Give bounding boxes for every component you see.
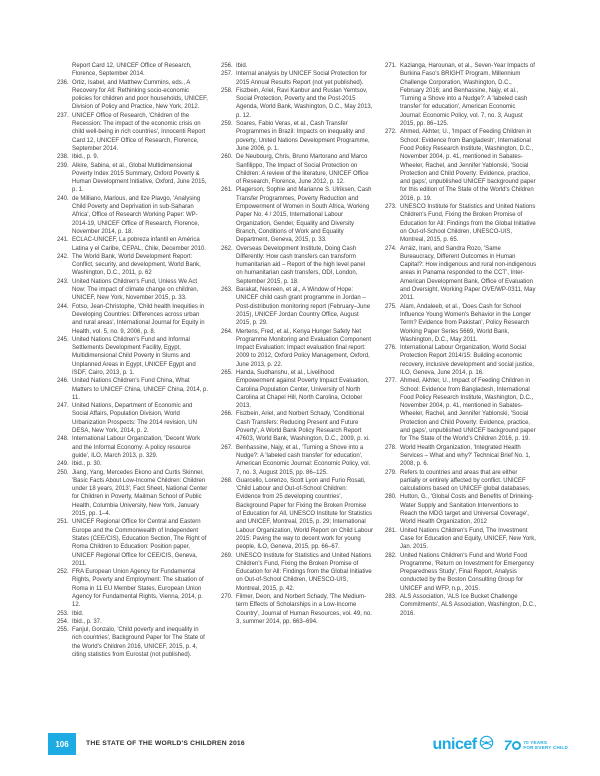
reference-text: Filmer, Deon, and Norbert Schady, 'The Medium-term Effects of Scholarships in a Low-Income Country', Journal of Human Resources, vol. 49, no. 3, summer 2014, pp. 663–694. — [236, 594, 372, 625]
reference-number: 259. — [221, 121, 233, 128]
tagline-line-1: 70 YEARS — [523, 739, 548, 745]
70-glyph: 7 — [504, 737, 522, 753]
reference-entry — [385, 469, 537, 494]
reference-text: Fanjul, Gonzalo, 'Child poverty and inequality in rich countries', Background Paper for The State of the World's Children 2016, UNICEF, 2015, p. 4, citing statistics from Eurostat (not published). — [72, 627, 205, 659]
reference-text: UNICEF Office of Research, 'Children of the Recession: The impact of the economic crisis on child well-being in rich countries', Innocenti Report Card 12, UNICEF Office of Research, Florence, September 2014. — [72, 112, 206, 152]
unicef-logo — [432, 735, 493, 755]
reference-text: International Labour Organization, 'Decent Work and the Informal Economy: A policy resource guide', ILO, March 2013, p. 329. — [72, 436, 201, 459]
reference-entry — [385, 62, 537, 128]
reference-text: Fiszbein, Ariel, and Norbert Schady, 'Conditional Cash Transfers: Reducing Present and Future Poverty', A World Bank Policy Research Report 47603, World Bank, Washington, D.C., 2009, p. xi. — [236, 411, 370, 443]
reference-entry — [57, 79, 209, 112]
reference-text: Fotso, Jean-Christophe, 'Child health Inequities in Developing Countries: Differences across urban and rural areas', International Journal for Equity in Health, vol. 5, no. 9, 2006, p. 8. — [72, 303, 205, 335]
reference-text: Alam, Andaleeb, et al., 'Does Cash for School Influence Young Women's Behavior in the Longer Term? Evidence from Pakistan', Policy Research Working Paper Series 5669, World Bank, Washington, D.C., May 2011. — [400, 303, 532, 343]
reference-entry — [57, 62, 209, 79]
reference-number: 262. — [221, 245, 233, 252]
references-section — [57, 62, 537, 659]
unicef-wordmark: unicef — [432, 736, 477, 753]
reference-text: United Nations Children's Fund China, What Matters to UNICEF China, UNICEF China, 2014, p. 11. — [72, 378, 209, 401]
reference-entry — [221, 552, 373, 593]
reference-text: UNESCO Institute for Statistics and United Nations Children's Fund, Fixing the Broken Promise of Education for All: Findings from the Global Initiative on Out-of-School Children, UNESCO-UIS, Montreal, 2015, p. 42. — [236, 552, 372, 592]
reference-entry — [57, 377, 209, 402]
reference-text: Ibid. — [72, 610, 84, 617]
reference-number: 261. — [221, 187, 233, 194]
reference-entry — [57, 435, 209, 460]
reference-number: 264. — [221, 328, 233, 335]
reference-text: De Neubourg, Chris, Bruno Martorano and Marco Sanfilippo, The Impact of Social Protection on Children: A review of the literature, UNICEF Office of Research, Florence, June 2012, p. 12. — [236, 154, 369, 186]
reference-entry — [57, 402, 209, 435]
reference-number: 268. — [221, 477, 233, 484]
reference-entry — [385, 377, 537, 443]
reference-entry — [57, 112, 209, 153]
page-number-badge: 106 — [48, 733, 76, 755]
reference-number: 248. — [57, 436, 69, 443]
reference-number: 276. — [385, 345, 397, 352]
reference-entry — [57, 195, 209, 236]
reference-number: 263. — [221, 287, 233, 294]
references-column-3 — [385, 62, 537, 659]
reference-number: 242. — [57, 253, 69, 260]
reference-entry — [57, 460, 209, 468]
reference-entry — [57, 278, 209, 303]
reference-entry — [221, 120, 373, 153]
reference-entry — [221, 328, 373, 369]
reference-entry — [385, 128, 537, 203]
reference-entry — [385, 303, 537, 344]
reference-text: de Milliano, Marlous, and Ilze Plavgo, 'Analysing Child Poverty and Deprivation in sub-Saharan Africa', Office of Research Working Paper: WP-2014-19, UNICEF Office of Research, Florence, November 2014, p. 18. — [72, 195, 201, 235]
reference-number: 239. — [57, 162, 69, 169]
references-column-2 — [221, 62, 373, 659]
reference-entry — [57, 303, 209, 336]
reference-number: 255. — [57, 627, 69, 634]
reference-text: Ahmed, Akhter, U., 'Impact of Feeding Children in School: Evidence from Bangladesh', International Food Policy Research Institute, Washington, D.C., November 2004, p. 41, mentioned in Sabates-Wheeler, Rachel, and Jennifer Yablonski, 'Social Protection and Child Poverty: Evidence, practice, and gaps', unpublished UNICEF background paper for this edition of The State of the World's Children 2016, p. 19. — [400, 129, 536, 202]
reference-text: Internal analysis by UNICEF Social Protection for 2015 Annual Results Report (not yet published). — [236, 71, 367, 86]
reference-number: 256. — [221, 63, 233, 69]
reference-entry — [221, 477, 373, 552]
reference-entry — [57, 469, 209, 519]
reference-text: FRA European Union Agency for Fundamental Rights, Poverty and Employment: The situation of Roma in 11 EU Member States, European Union Agency for Fundamental Rights, Vienna, 2014, p. 12. — [72, 569, 204, 609]
reference-text: Guarcello, Lorenzo, Scott Lyon and Furio Rosati, 'Child Labour and Out-of-School Children: Evidence from 25 developing countries', Background Paper for Fixing the Broken Promise of Education for All, UNESCO Institute for Statistics and UNICEF, Montreal, 2015, p. 29; International Labour Organization, World Report on Child Labour 2015: Paving the way to decent work for young people, ILO, Geneva, 2015, pp. 66–67. — [236, 477, 373, 551]
reference-text: Plagerson, Sophie and Marianne S. Ulriksen, Cash Transfer Programmes, Poverty Reduction and Empowerment of Women in South Africa, Working Paper No. 4 / 2015, International Labour Organization, Gender, Equality and Diversity Branch, Conditions of Work and Equality Department, Geneva, 2015, p. 33. — [236, 187, 372, 244]
reference-text: Report Card 12, UNICEF Office of Research, Florence, September 2014. — [72, 63, 192, 78]
reference-number: 245. — [57, 336, 69, 343]
reference-text: Handa, Sudhanshu, et al., Livelihood Empowerment against Poverty Impact Evaluation, Carolina Population Center, University of North Carolina at Chapel Hill, North Carolina, October 2013. — [236, 369, 369, 410]
reference-number: 251. — [57, 519, 69, 526]
reference-text: Benhassine, Najy, et al., 'Turning a Shove into a Nudge?: A 'labeled cash transfer' for education', American Economic Journal: Economic Policy, vol. 7, no. 3, August 2015, pp. 86–125. — [236, 444, 371, 476]
reference-number: 260. — [221, 154, 233, 161]
reference-entry — [385, 552, 537, 593]
reference-text: Ibid. — [236, 63, 248, 69]
reference-entry — [57, 518, 209, 568]
reference-number: 282. — [385, 552, 397, 559]
reference-text: UNESCO Institute for Statistics and United Nations Children's Fund, Fixing the Broken Promise of Education for All: Findings from the Global Initiative on Out-of-School Children, UNESCO-UIS, Montreal, 2015, p. 65. — [400, 204, 536, 244]
reference-text: Kazianga, Harounan, et al., Seven-Year Impacts of Burkina Faso's BRIGHT Program, Millennium Challenge Corporation, Washington, D.C., February 2016; and Benhassine, Najy, et al., 'Turning a Shove into a Nudge?: A 'labeled cash transfer' for education', American Economic Journal: Economic Policy, vol. 7, no. 3, August 2015, pp. 86–125. — [400, 63, 535, 128]
reference-entry — [221, 369, 373, 410]
reference-number: 246. — [57, 378, 69, 385]
tagline-line-2: FOR EVERY CHILD — [523, 745, 568, 750]
reference-text: ALS Association, 'ALS Ice Bucket Challenge Commitments', ALS Association, Washington, D.C., 2016. — [400, 594, 537, 617]
reference-entry — [57, 253, 209, 278]
reference-entry — [221, 286, 373, 327]
reference-number: 283. — [385, 594, 397, 600]
reference-number: 271. — [385, 63, 397, 69]
reference-text: Ibid., p. 30. — [72, 461, 102, 468]
reference-number: 278. — [385, 444, 397, 451]
reference-text: Fiszbein, Ariel, Ravi Kanbur and Ruslan Yemtsov, Social Protection, Poverty and the Post-2015 Agenda, World Bank, Washington, D.C., May 2013, p. 12. — [236, 87, 373, 119]
reference-number: 265. — [221, 369, 233, 376]
reference-entry — [57, 162, 209, 195]
page-footer — [0, 732, 600, 758]
reference-text: Ibid., p. 9. — [72, 154, 99, 161]
reference-number: 250. — [57, 469, 69, 476]
reference-entry — [57, 568, 209, 609]
reference-number: 243. — [57, 278, 69, 285]
reference-entry — [221, 593, 373, 626]
reference-number: 269. — [221, 552, 233, 559]
reference-entry — [385, 245, 537, 303]
reference-text: Ibid., p. 37. — [72, 618, 102, 625]
reference-number: 236. — [57, 79, 69, 86]
reference-entry — [221, 186, 373, 244]
reference-entry — [57, 610, 209, 618]
reference-text: UNICEF Regional Office for Central and Eastern Europe and the Commonwealth of Independent States (CEE/CIS), Education Section, The Right of Roma Children to Education: Position paper, UNICEF Regional Office for CEE/CIS, Geneva, 2011. — [72, 519, 207, 567]
reference-entry — [221, 62, 373, 70]
reference-number: 257. — [221, 71, 233, 78]
anniversary-tagline — [523, 740, 568, 751]
reference-entry — [57, 153, 209, 161]
reference-text: United Nations Children's Fund, The Investment Case for Education and Equity, UNICEF, New York, Jan. 2015. — [400, 527, 536, 551]
reference-entry — [385, 493, 537, 526]
reference-text: United Nations, Department of Economic and Social Affairs, Population Division, World Urbanization Prospects: The 2014 revision, UN DESA, New York, 2014, p. 2. — [72, 403, 197, 435]
reference-number: 237. — [57, 112, 69, 119]
reference-text: Ortiz, Isabel, and Matthew Cummins, eds., A Recovery for All: Rethinking socio-economic policies for children and poor households, UNICEF, Division of Policy and Practice, New York, 2012. — [72, 79, 208, 111]
reference-number: 281. — [385, 527, 397, 534]
footer-title: THE STATE OF THE WORLD'S CHILDREN 2016 — [86, 740, 245, 747]
reference-entry — [57, 626, 209, 659]
reference-number: 279. — [385, 469, 397, 476]
reference-entry — [385, 444, 537, 469]
reference-number: 252. — [57, 569, 69, 576]
reference-number: 253. — [57, 610, 69, 617]
reference-text: Soares, Fabio Veras, et al., Cash Transfer Programmes in Brazil: Impacts on inequality and poverty, United Nations Development Programme, June 2006, p. 1. — [236, 121, 370, 152]
reference-text: United Nations Children's Fund, Unless We Act Now: The impact of climate change on children, UNICEF, New York, November 2015, p. 33. — [72, 278, 199, 302]
reference-text: United Nations Children's Fund and Informal Settlements Development Facility, Egypt, Multidimensional Child Poverty in Slums and Unplanned Areas in Egypt, UNICEF Egypt and ISDF, Cairo, 2013, p. 1. — [72, 336, 196, 376]
reference-text: Barakat, Nesreen, et al., A Window of Hope: UNICEF child cash grant programme in Jordan – Post-distribution monitoring report (February–June 2015), UNICEF Jordan Country Office, August 2015, p. 29. — [236, 287, 371, 327]
reference-entry — [221, 153, 373, 186]
references-column-1 — [57, 62, 209, 659]
reference-number: 277. — [385, 378, 397, 385]
reference-entry — [57, 618, 209, 626]
footer-logos — [432, 732, 568, 758]
reference-number: 249. — [57, 461, 69, 468]
reference-text: ECLAC-UNICEF, La pobreza infantil en América Latina y el Caribe, CEPAL, Chile, December 2010. — [72, 237, 206, 252]
reference-number: 247. — [57, 403, 69, 410]
reference-number: 266. — [221, 411, 233, 418]
reference-text: Hutton, G., 'Global Costs and Benefits of Drinking-Water Supply and Sanitation Interventions to Reach the MDG target and Universal Coverage', World Health Organization, 2012 — [400, 494, 534, 526]
reference-text: Mertens, Fred, et al., Kenya Hunger Safety Net Programme Monitoring and Evaluation Component Impact Evaluation: Impact evaluation final report: 2009 to 2012, Oxford Policy Management, Oxford, June 2013, p. 22. — [236, 328, 372, 368]
unicef-globe-icon — [479, 735, 494, 755]
unicef-70-years-logo — [504, 737, 568, 753]
reference-entry — [385, 344, 537, 377]
reference-number: 240. — [57, 195, 69, 202]
reference-entry — [57, 336, 209, 377]
reference-number: 270. — [221, 594, 233, 600]
reference-text: International Labour Organization, World Social Protection Report 2014/15: Building economic recovery, inclusive development and social justice, ILO, Geneva, June 2014, p. 16. — [400, 345, 534, 376]
reference-text: Jiang, Yang, Mercedes Ekono and Curtis Skinner, 'Basic Facts About Low-Income Children: Children under 18 years, 2013', Fact Sheet, National Center for Children in Poverty, Mailman School of Public Health, Columbia University, New York, January 2015, pp. 1–4. — [72, 469, 208, 518]
reference-entry — [221, 444, 373, 477]
reference-text: United Nations Children's Fund and World Food Programme, 'Return on Investment for Emergency Preparedness Study', Final Report, Analysis conducted by the Boston Consulting Group for UNICEF and WFP, n.p., 2015. — [400, 552, 534, 592]
reference-number: 258. — [221, 87, 233, 94]
reference-entry — [57, 236, 209, 253]
reference-number: 267. — [221, 444, 233, 451]
reference-entry — [221, 70, 373, 87]
reference-text: Arráiz, Irani, and Sandra Rozo, 'Same Bureaucracy, Different Outcomes in Human Capital?: How indigenous and rural non-indigenous areas in Panama responded to the CCT', Inter-American Development Bank, Office of Evaluation and Oversight, Working Paper OVE/WP-0311, May 2011. — [400, 245, 537, 302]
reference-number: 280. — [385, 494, 397, 501]
reference-number: 244. — [57, 303, 69, 310]
reference-entry — [385, 593, 537, 618]
reference-number: 273. — [385, 204, 397, 211]
reference-text: The World Bank, World Development Report: Conflict, security, and development, World Bank, Washington, D.C., 2011, p. 62 — [72, 253, 201, 277]
reference-number: 272. — [385, 129, 397, 136]
reference-entry — [221, 410, 373, 443]
reference-number: 275. — [385, 303, 397, 310]
reference-entry — [221, 245, 373, 286]
reference-entry — [221, 87, 373, 120]
reference-text: Overseas Development Institute, Doing Cash Differently: How cash transfers can transform humanitarian aid – Report of the high level panel on humanitarian cash transfers, ODI, London, September 2015, p. 18. — [236, 245, 366, 285]
reference-text: World Health Organization, 'Integrated Health Services – What and why?' Technical Brief No. 1, 2008, p. 6. — [400, 444, 531, 468]
reference-entry — [385, 527, 537, 552]
reference-number: 254. — [57, 618, 69, 625]
reference-text: Alkire, Sabina, et al., Global Multidimensional Poverty Index 2015 Summary, Oxford Poverty & Human Development Initiative, Oxford, June 2015, p. 1. — [72, 162, 207, 194]
reference-text: Ahmed, Akhter, U., Impact of Feeding Children in School: Evidence from Bangladesh, International Food Policy Research Institute, Washington, D.C., November 2004, p. 41, mentioned in Sabates-Wheeler, Rachel, and Jennifer Yablonski, 'Social Protection and Child Poverty: Evidence, practice, and gaps', unpublished UNICEF background paper for The State of the World's Children 2016, p. 19. — [400, 378, 536, 443]
reference-number: 238. — [57, 154, 69, 161]
reference-entry — [385, 203, 537, 244]
reference-number: 274. — [385, 245, 397, 252]
reference-number: 241. — [57, 237, 69, 244]
reference-text: Refers to countries and areas that are either partially or entirely affected by conflict. UNICEF calculations based on UNICEF global databases. — [400, 469, 531, 493]
